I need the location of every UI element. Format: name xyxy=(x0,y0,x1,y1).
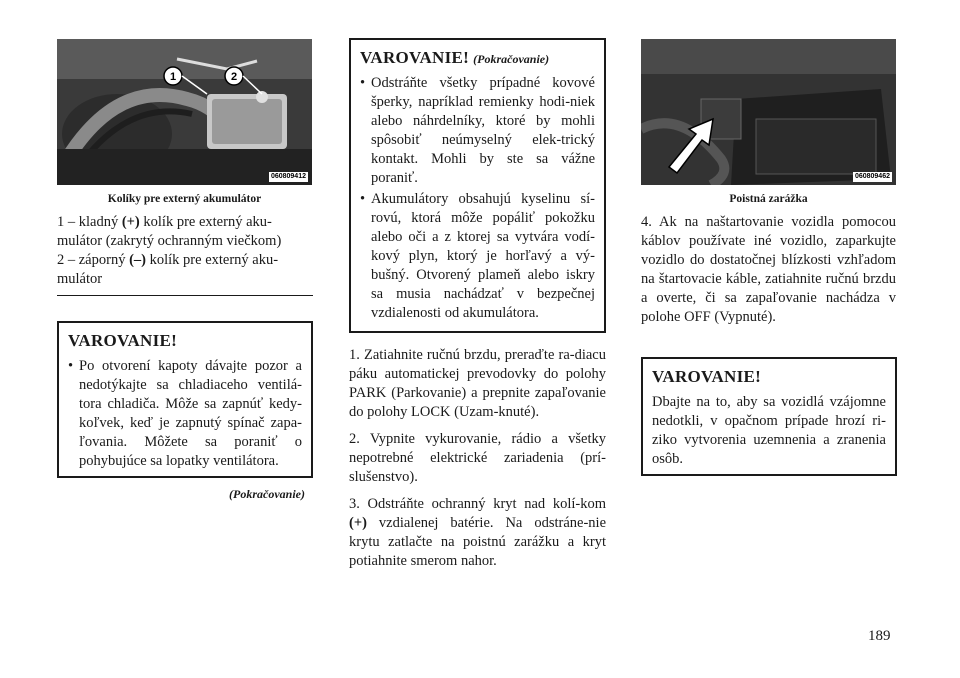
engine-photo-jump-posts xyxy=(57,39,312,185)
warning-box-contact xyxy=(641,357,897,476)
step-1: 1. Zatiahnite ručnú brzdu, preraďte ra-diacu páku automatickej prevodovky do polohy PARK (Parkovanie) a prepnite zapaľovanie do polohy LOCK (Uzam-knuté). xyxy=(349,347,606,420)
warning-text: Dbajte na to, aby sa vozidlá vzájomne nedotkli, v opačnom prípade hrozí ri-ziko vytvorenia uzemnenia a zranenia osôb. xyxy=(652,394,886,467)
legend-item-1: 1 – kladný (+) kolík pre externý aku-mulátor (zakrytý ochranným viečkom) xyxy=(57,214,282,249)
warning-box-continued xyxy=(349,38,606,333)
continued-note: (Pokračovanie) xyxy=(229,487,305,501)
warning-bullet: • Po otvorení kapoty dávajte pozor a nedotýkajte sa chladiaceho ventilá-tora chladiča. Môže sa zapnúť kedy-koľvek, keď je zapnutý spínač zapa-ľovania. Môžete sa poraniť o pohybujúce sa lopatky ventilátora. xyxy=(68,357,302,471)
steps-middle xyxy=(349,346,606,579)
photo-code: 060809462 xyxy=(854,173,890,180)
warning-title: VAROVANIE! xyxy=(68,331,178,350)
warning-bullet-acid: • Akumulátory obsahujú kyselinu sí-rovú, ktorá môže popáliť pokožku alebo oči a z ktorej sa vytvára vodí-kový plyn, ktorý je horľavý a vý-bušný. Otvorený plameň alebo iskry sa musia nachádzať v bezpečnej vzdialenosti od akumulátora. xyxy=(360,190,595,323)
photo-code: 060809412 xyxy=(270,173,306,180)
warning-bullet-jewelry: • Odstráňte všetky prípadné kovové šperky, napríklad remienky hodi-niek alebo náhrdelníky, ktoré by mohli spôsobiť neúmyselný elek-trický kontakt. Mohli by ste sa vážne poraniť. xyxy=(360,74,595,188)
warning-continued: (Pokračovanie) xyxy=(473,52,550,66)
step-3: 3. Odstráňte ochranný kryt nad kolí-kom (+) vzdialenej batérie. Na odstráne-nie krytu zatlačte na poistnú zarážku a kryt potiahnite smerom nahor. xyxy=(349,496,606,569)
section-divider xyxy=(57,295,313,296)
warning-title: VAROVANIE! xyxy=(360,48,470,67)
latch-illustration xyxy=(641,39,896,185)
warning-box-fan xyxy=(57,321,313,478)
step-2: 2. Vypnite vykurovanie, rádio a všetky nepotrebné elektrické zariadenia (prí-slušenstvo). xyxy=(349,431,606,485)
warning-title: VAROVANIE! xyxy=(652,367,762,386)
step-4: 4. Ak na naštartovanie vozidla pomocou káblov používate iné vozidlo, zaparkujte vozidlo do dostatočnej blízkosti vzhľadom na štartovacie káble, zatiahnite ručnú brzdu a overte, či sa zapaľovanie nachádza v polohe OFF (Vypnuté). xyxy=(641,214,896,325)
page-number: 189 xyxy=(868,628,891,644)
photo-caption-right: Poistná zarážka xyxy=(729,193,808,205)
legend-item-2: 2 – záporný (–) kolík pre externý aku-mulátor xyxy=(57,252,279,287)
photo-caption-left: Kolíky pre externý akumulátor xyxy=(107,193,262,205)
engine-photo-latch xyxy=(641,39,896,185)
engine-illustration xyxy=(57,39,312,185)
callout-1: 1 xyxy=(169,71,177,83)
callout-2: 2 xyxy=(230,71,238,83)
legend-list xyxy=(57,213,313,289)
